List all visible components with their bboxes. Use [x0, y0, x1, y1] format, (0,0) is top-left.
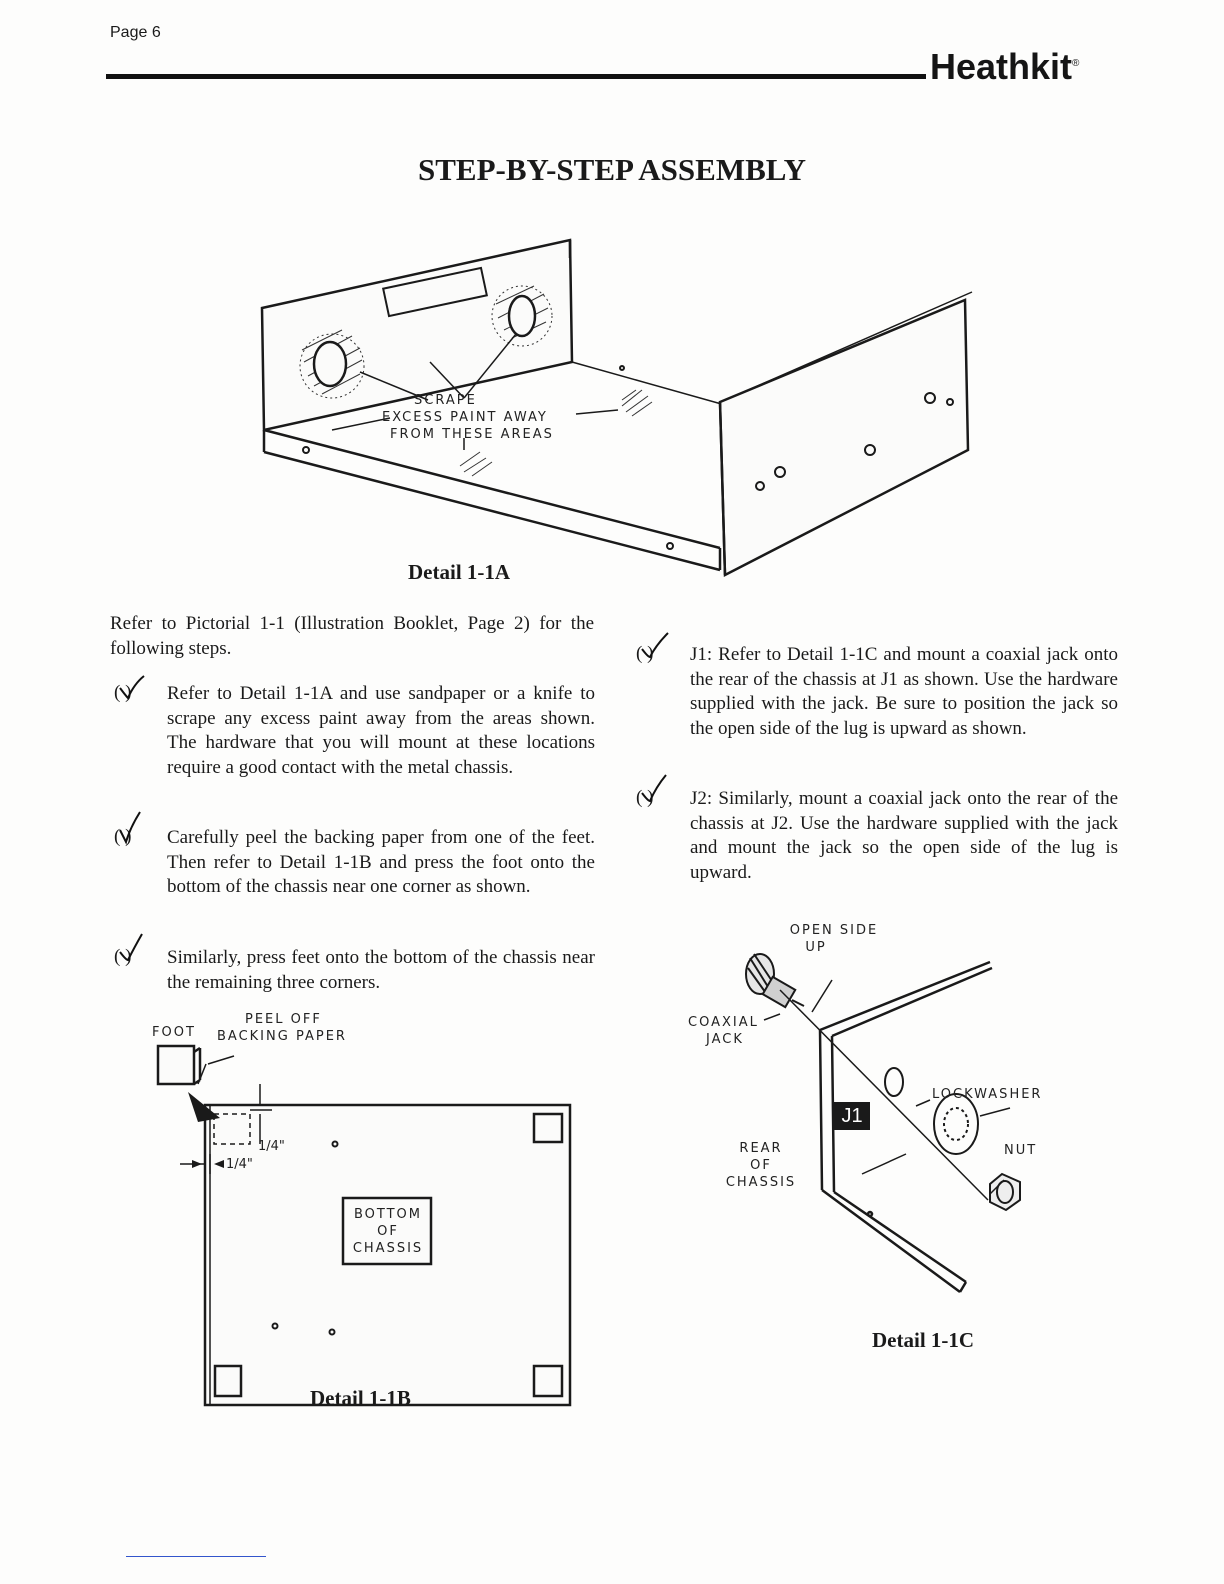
- checkbox-j1-label: ( ): [636, 643, 654, 664]
- checkbox-j2[interactable]: [636, 787, 653, 809]
- label-dimension-horizontal: 1/4": [226, 1157, 253, 1172]
- step-j1-text: J1: Refer to Detail 1-1C and mount a coaxial jack onto the rear of the chassis at J1 as shown. Use the hardware supplied with the jack. Be sure to position the jack so the open side of the lug is upward as shown.: [690, 644, 1118, 739]
- j1-badge: J1: [841, 1105, 863, 1127]
- foot: [158, 1046, 194, 1084]
- page-title: STEP-BY-STEP ASSEMBLY: [418, 152, 806, 187]
- scrape-area-side: [622, 390, 652, 416]
- checkbox-step-2[interactable]: [114, 826, 131, 848]
- label-peel-off: PEEL OFF: [245, 1012, 322, 1027]
- label-scrape: SCRAPE: [414, 393, 477, 408]
- label-excess-paint: EXCESS PAINT AWAY: [382, 410, 548, 425]
- bottom-rule: [126, 1556, 266, 1557]
- checkbox-j1[interactable]: [636, 643, 653, 665]
- label-up: UP: [805, 940, 827, 955]
- label-backing-paper: BACKING PAPER: [217, 1029, 347, 1044]
- label-open-side: OPEN SIDE: [789, 923, 879, 938]
- label-rear-of: OF: [750, 1158, 772, 1173]
- header-rule: [106, 74, 926, 79]
- detail-1-1c-drawing: [720, 940, 1020, 1310]
- checkbox-step-3[interactable]: [114, 946, 131, 968]
- detail-1-1c-caption: Detail 1-1C: [872, 1328, 975, 1352]
- checkbox-step-3-label: ( ): [114, 946, 132, 967]
- label-lockwasher: LOCKWASHER: [932, 1087, 1043, 1102]
- checkbox-step-2-label: ( ): [114, 826, 132, 847]
- nut-icon: [990, 1174, 1020, 1210]
- checkbox-step-1[interactable]: [114, 682, 131, 704]
- coaxial-jack-icon: [746, 954, 804, 1007]
- step-j2-text: J2: Similarly, mount a coaxial jack onto the rear of the chassis at J2. Use the hardware supplied with the jack and mount the jack so the open side of the lug is upward.: [690, 788, 1118, 883]
- label-rear: REAR: [739, 1141, 783, 1156]
- label-dimension-vertical: 1/4": [258, 1139, 285, 1154]
- label-of: OF: [377, 1224, 399, 1239]
- label-chassis: CHASSIS: [352, 1241, 424, 1256]
- label-from-areas: FROM THESE AREAS: [390, 427, 554, 442]
- checkbox-step-1-label: ( ): [114, 682, 132, 703]
- label-nut: NUT: [1004, 1143, 1038, 1158]
- label-coaxial: COAXIAL: [688, 1015, 759, 1030]
- label-bottom: BOTTOM: [353, 1207, 423, 1222]
- detail-1-1a-drawing: [250, 230, 980, 580]
- detail-1-1b-caption: Detail 1-1B: [310, 1386, 411, 1410]
- checkmark-icon: [116, 818, 146, 848]
- label-rear-chassis: CHASSIS: [725, 1175, 797, 1190]
- brand-registered-mark: ®: [1072, 58, 1080, 69]
- checkbox-j2-label: ( ): [636, 787, 654, 808]
- checkmark-icon: [638, 635, 668, 665]
- step-3-text: Similarly, press feet onto the bottom of the chassis near the remaining three corners.: [167, 947, 595, 993]
- checkmark-icon: [116, 674, 146, 704]
- detail-1-1a-caption: Detail 1-1A: [408, 560, 511, 584]
- checkmark-icon: [638, 779, 668, 809]
- label-foot: FOOT: [152, 1025, 196, 1040]
- step-1-text: Refer to Detail 1-1A and use sandpaper or a knife to scrape any excess paint away from the areas shown. The hardware that you will mount at these locations require a good contact with the metal chassis.: [167, 683, 595, 778]
- brand-logo: [930, 46, 1079, 88]
- intro-paragraph: Refer to Pictorial 1-1 (Illustration Booklet, Page 2) for the following steps.: [110, 613, 594, 659]
- page-number: Page 6: [110, 24, 161, 41]
- label-jack: JACK: [706, 1032, 744, 1047]
- scrape-area-front: [460, 452, 492, 476]
- step-2-text: Carefully peel the backing paper from one of the feet. Then refer to Detail 1-1B and press the foot onto the bottom of the chassis near one corner as shown.: [167, 827, 595, 897]
- checkmark-icon: [116, 938, 146, 968]
- chassis-side-panel: [720, 300, 968, 575]
- brand-name: Heathkit: [930, 46, 1073, 87]
